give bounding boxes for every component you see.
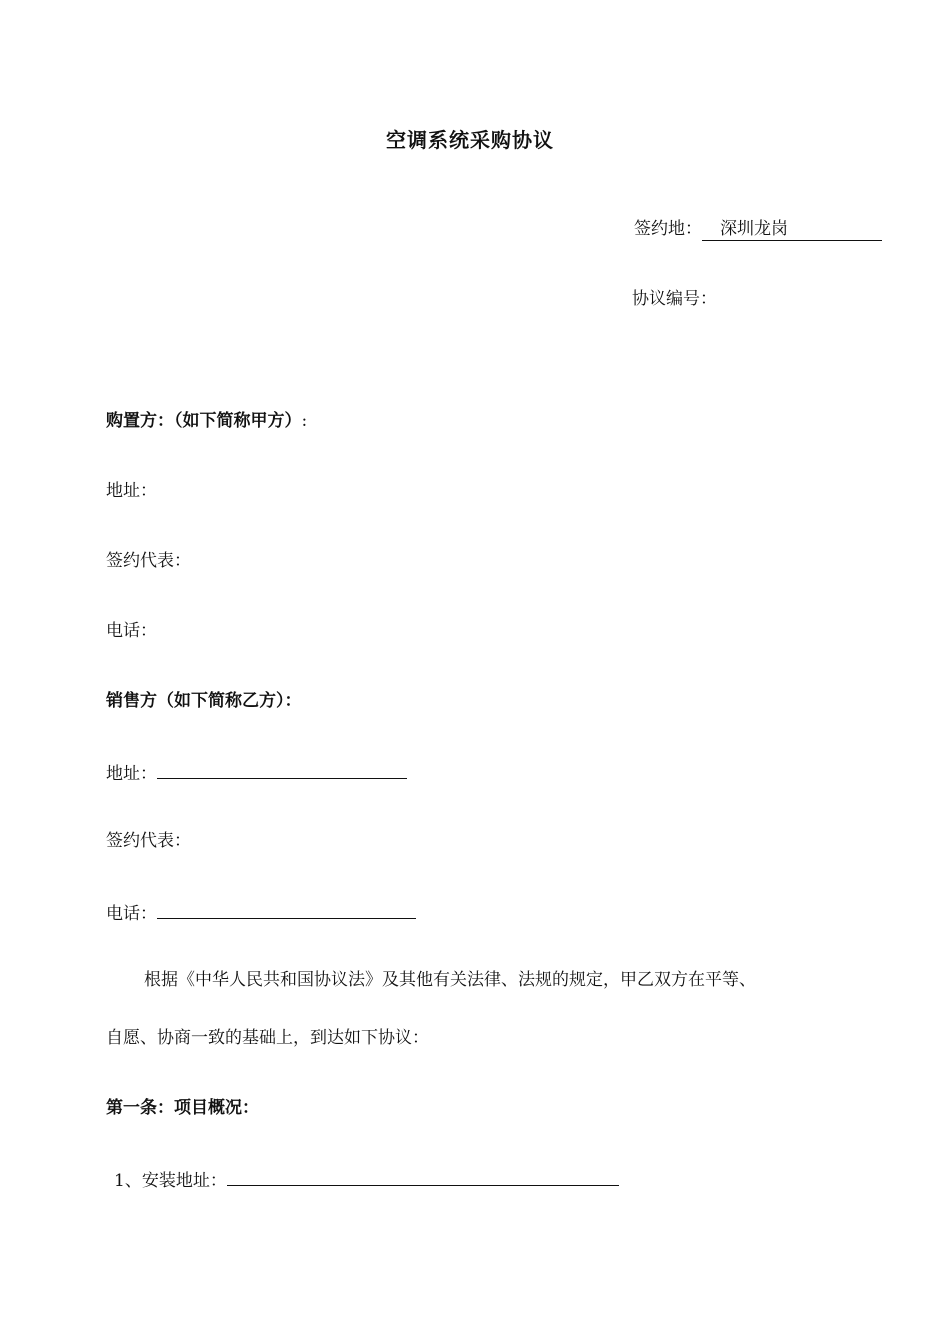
seller-phone-row bbox=[106, 900, 416, 925]
signing-place-row bbox=[634, 218, 882, 241]
signing-place-label: 签约地： bbox=[634, 219, 702, 239]
buyer-heading-colon: : bbox=[301, 411, 308, 431]
buyer-heading: 购置方：（如下简称甲方） bbox=[106, 411, 302, 431]
preamble-line-2: 自愿、协商一致的基础上，到达如下协议： bbox=[106, 1028, 429, 1048]
seller-address-label: 地址： bbox=[106, 764, 157, 784]
article-1-heading: 第一条：项目概况： bbox=[106, 1098, 259, 1118]
install-address-blank[interactable] bbox=[227, 1167, 619, 1186]
seller-address-row bbox=[106, 760, 407, 785]
signing-place-value: 深圳龙岗 bbox=[702, 218, 882, 241]
agreement-no-label: 协议编号： bbox=[632, 289, 717, 309]
seller-phone-blank[interactable] bbox=[157, 900, 416, 919]
buyer-address-label: 地址： bbox=[106, 481, 157, 501]
preamble-line-1: 根据《中华人民共和国协议法》及其他有关法律、法规的规定，甲乙双方在平等、 bbox=[144, 970, 756, 990]
install-address-row bbox=[114, 1167, 619, 1192]
document-title: 空调系统采购协议 bbox=[386, 128, 554, 152]
buyer-phone-label: 电话： bbox=[106, 621, 157, 641]
buyer-rep-label: 签约代表： bbox=[106, 551, 191, 571]
seller-heading: 销售方（如下简称乙方）： bbox=[106, 691, 302, 711]
install-address-label: 1、安装地址： bbox=[114, 1171, 227, 1191]
seller-address-blank[interactable] bbox=[157, 760, 407, 779]
seller-phone-label: 电话： bbox=[106, 904, 157, 924]
buyer-heading-row bbox=[106, 410, 307, 432]
seller-rep-label: 签约代表： bbox=[106, 831, 191, 851]
